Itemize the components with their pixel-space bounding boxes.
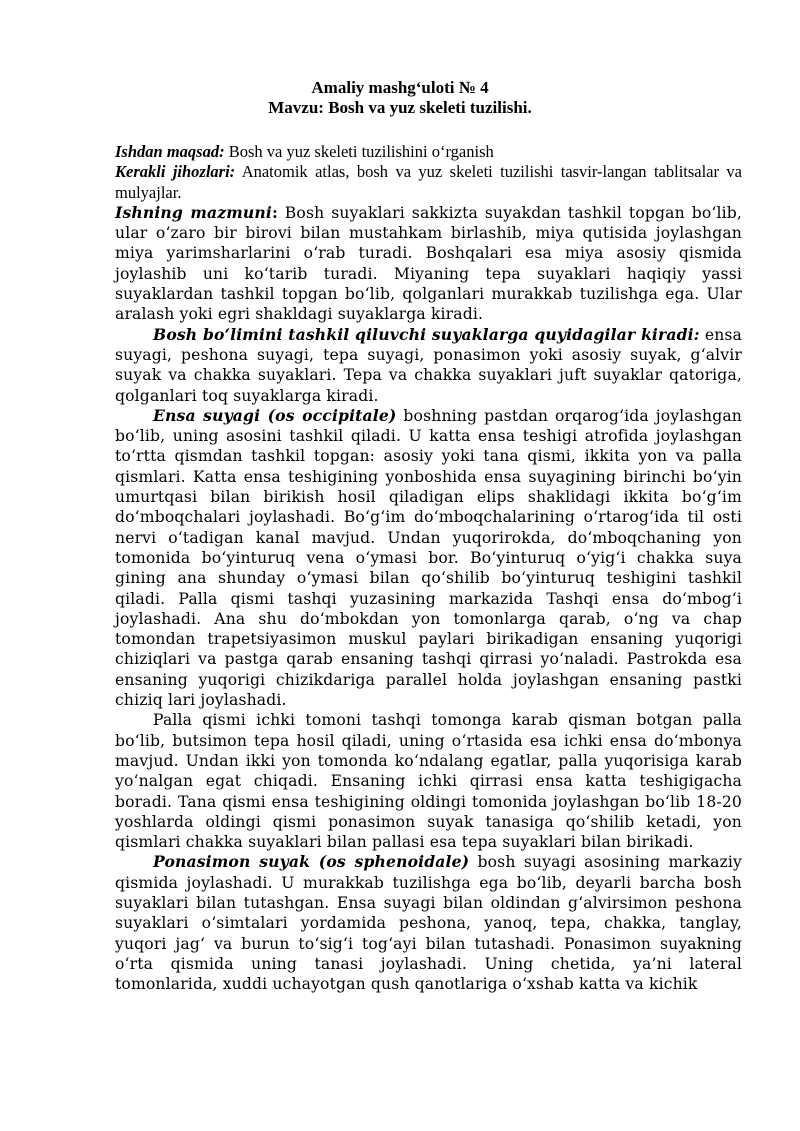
equipment-text: Anatomik atlas, bosh va yuz skeleti tuzilishi tasvir-langan tablitsalar va mulyajlar. <box>115 162 742 202</box>
goal-paragraph <box>115 142 742 162</box>
palla-paragraph <box>115 710 742 852</box>
palla-text: Palla qismi ichki tomoni tashqi tomonga karab qisman botgan palla bo‘lib, butsimon tepa hosil qiladi, uning o‘rtasida esa ichki ensa do‘mbonya mavjud. Undan ikki yon tomonda ko‘ndalang egatlar, palla yuqorisiga karab yo‘nalgan egat chiqadi. Ensaning ichki qirrasi ensa katta teshigigacha boradi. Tana qismi ensa teshigining oldingi tomonida joylashgan bo‘lib 18-20 yoshlarda oldingi qismi ponasimon suyak tanasiga qo‘shilib ketadi, yon qismlari chakka suyaklari bilan pallasi esa tepa suyaklari bilan birikadi. <box>115 711 742 852</box>
occipital-label: Ensa suyagi (os occipitale) <box>153 405 397 425</box>
occipital-paragraph <box>115 406 742 710</box>
content-text: Bosh suyaklari sakkizta suyakdan tashkil topgan bo‘lib, ular o‘zaro bir birovi bilan mustahkam birlashib, miya qutisida joylashgan miya yarimsharlarini o‘rab turadi. Boshqalari esa miya asosiy qismida joylashib uni ko‘tarib turadi. Miyaning tepa suyaklari haqiqiy yassi suyaklardan tashkil topgan bo‘lib, qolganlari murakkab tuzilishga ega. Ular aralash yoki egri shakldagi suyaklarga kiradi. <box>115 203 743 324</box>
equipment-label: Kerakli jihozlari: <box>115 162 236 182</box>
document-title: Amaliy mashg‘uloti № 4 <box>311 78 489 97</box>
document-body <box>115 142 742 994</box>
goal-label: Ishdan maqsad: <box>115 142 225 161</box>
sphenoid-paragraph <box>115 852 742 994</box>
bones-list-label: Bosh bo‘limini tashkil qiluvchi suyaklarga quyidagilar kiradi: <box>153 324 700 344</box>
content-label: Ishning mazmuni <box>115 202 272 222</box>
bones-list-text: ensa suyagi, peshona suyagi, tepa suyagi, ponasimon yoki asosiy suyak, g‘alvir suyak va chakka suyaklari. Tepa va chakka suyaklari juft suyaklar qatoriga, qolganlari toq suyaklarga kiradi. <box>115 325 742 405</box>
equipment-paragraph <box>115 162 742 203</box>
bones-list-paragraph <box>115 325 742 406</box>
sphenoid-text: bosh suyagi asosining markaziy qismida joylashadi. U murakkab tuzilishga ega bo‘lib, deyarli barcha bosh suyaklari bilan tutashgan. Ensa suyagi bilan oldindan g‘alvirsimon peshona suyaklari o‘simtalari yordamida peshona, yanoq, tepa, chakka, tanglay, yuqori jag‘ va burun to‘sig‘i tog‘ayi bilan tutashadi. Ponasimon suyakning o‘rta qismida uning tanasi joylashadi. Uning chetida, ya’ni lateral tomonlarida, xuddi uchayotgan qush qanotlariga o‘xshab katta va kichik <box>115 853 743 994</box>
content-colon: : <box>271 202 278 222</box>
occipital-text: boshning pastdan orqarog‘ida joylashgan bo‘lib, uning asosini tashkil qiladi. U katta ensa teshigi atrofida joylashgan to‘rtta qismdan tashkil topgan: asosiy yoki tana qismi, ikkita yon va palla qismlari. Katta ensa teshigining yonboshida ensa suyagining birinchi bo‘yin umurtqasi bilan birikish hosil qiladigan elips shaklidagi ikkita bo‘g‘im do‘mboqchalari joylashadi. Bo‘g‘im do‘mboqchalarining o‘rtarog‘ida til osti nervi o‘tadigan kanal mavjud. Undan yuqorirokda, do‘mboqchaning yon tomonida bo‘yinturuq vena o‘ymasi bor. Bo‘yinturuq o‘yig‘i chakka suya gining ana shunday o‘ymasi bilan qo‘shilib bo‘yinturuq teshigini tashkil qiladi. Palla qismi tashqi yuzasining markazida Tashqi ensa do‘mbog‘i joylashadi. Ana shu do‘mbokdan yon tomonlarga qarab, o‘ng va chap tomondan trapetsiyasimon muskul paylari birikadigan ensaning yuqorigi chiziqlari va pastga qarab ensaning tashqi qirrasi yo‘naladi. Pastrokda esa ensaning yuqorigi chizikdariga parallel holda joylashgan ensaning pastki chiziq lari joylashadi. <box>115 406 742 710</box>
document-subtitle: Mavzu: Bosh va yuz skeleti tuzilishi. <box>268 98 532 117</box>
content-paragraph <box>115 203 742 325</box>
sphenoid-label: Ponasimon suyak (os sphenoidale) <box>153 852 470 872</box>
goal-text: Bosh va yuz skeleti tuzilishini o‘rganish <box>224 142 494 161</box>
